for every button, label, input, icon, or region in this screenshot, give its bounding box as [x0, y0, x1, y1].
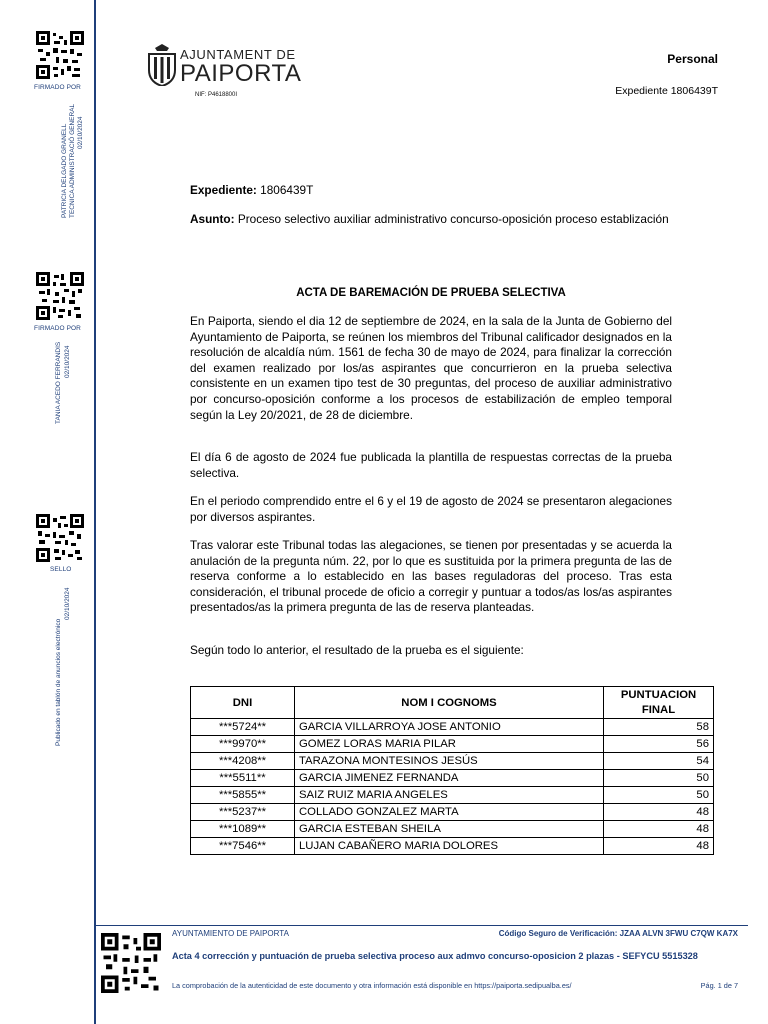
cell-dni: ***5724** [191, 719, 295, 736]
header-name: NOM I COGNOMS [295, 687, 604, 719]
seal-label: SELLO [50, 566, 72, 573]
header-score: PUNTUACION FINAL [604, 687, 714, 719]
cell-dni: ***4208** [191, 753, 295, 770]
verification-notice: La comprobación de la autenticidad de este documento y otra información está disponible en https://paiporta.sedipualba.es/ [172, 981, 572, 990]
results-table [190, 686, 714, 855]
paragraph-1: En Paiporta, siendo el dia 12 de septiembre de 2024, en la sala de la Junta de Gobierno del Ayuntamiento de Paiporta, se reúnen los miembros del Tribunal calificador designados en la resolución de alcaldía núm. 1561 de fecha 30 de mayo de 2024, para finalizar la corrección del examen realizado por los/as aspirantes que concurrieron en la prueba selectiva consistente en un examen tipo test de 30 preguntas, del proceso de auxiliar administrativo por concurso-oposición conforme a los procesos de estabilización de empleo temporal según la Ley 20/2021, de 28 de diciembre. [190, 314, 672, 422]
cell-score: 50 [604, 770, 714, 787]
cell-score: 48 [604, 838, 714, 855]
seal-text: Publicado en tablón de anuncios electrónico [55, 618, 62, 746]
qr-code-icon [36, 31, 84, 79]
paragraph-4: Tras valorar este Tribunal todas las alegaciones, se tienen por presentadas y se acuerda la anulación de la pregunta núm. 22, por lo que es sustituida por la primera pregunta de las de reserva conforme a lo establecido en las bases reguladoras del proceso. Tras esta consideración, el tribunal procede de oficio a corregir y puntuar a todos/as los/as aspirantes presentados/as la primera pregunta de las de reserva planteadas. [190, 538, 672, 615]
expediente-label: Expediente: [190, 183, 257, 197]
subject-line [190, 212, 672, 228]
cell-dni: ***1089** [191, 821, 295, 838]
cell-name: COLLADO GONZALEZ MARTA [295, 804, 604, 821]
cell-name: GARCIA ESTEBAN SHEILA [295, 821, 604, 838]
document-description: Acta 4 corrección y puntuación de prueba selectiva proceso aux admvo concurso-oposicion 2 plazas - SEFYCU 5515328 [172, 951, 698, 961]
margin-divider [94, 0, 96, 1024]
document-title: ACTA DE BAREMACIÓN DE PRUEBA SELECTIVA [296, 287, 566, 299]
qr-code-icon [101, 933, 161, 993]
signer-role: TECNICA ADMINISTRACIÓ GENERAL [69, 103, 76, 218]
paragraph-3: En el periodo comprendido entre el 6 y el 19 de agosto de 2024 se presentaron alegaciones por diversos aspirantes. [190, 494, 672, 524]
cell-dni: ***5855** [191, 787, 295, 804]
qr-code-icon [36, 514, 84, 562]
signature-date: 02/10/2024 [77, 116, 84, 149]
cell-dni: ***7546** [191, 838, 295, 855]
subject-value: Proceso selectivo auxiliar administrativo concurso-oposición proceso establización [234, 212, 669, 226]
page-number: Pág. 1 de 7 [700, 981, 738, 990]
town-crest-icon [147, 44, 177, 86]
signer-name: PATRICIA DELGADO GRANELL [61, 123, 68, 218]
paragraph-2: El día 6 de agosto de 2024 fue publicada la plantilla de respuestas correctas de la prueba selectiva. [190, 450, 672, 480]
signature-date: 02/10/2024 [64, 345, 71, 378]
qr-code-icon [36, 272, 84, 320]
cell-name: LUJAN CABAÑERO MARIA DOLORES [295, 838, 604, 855]
expediente-line [190, 183, 672, 199]
cell-score: 56 [604, 736, 714, 753]
table-row [191, 719, 714, 736]
header-dni: DNI [191, 687, 295, 719]
table-row [191, 838, 714, 855]
cell-dni: ***5511** [191, 770, 295, 787]
cell-score: 54 [604, 753, 714, 770]
cell-name: GARCIA JIMENEZ FERNANDA [295, 770, 604, 787]
table-row [191, 753, 714, 770]
table-row [191, 821, 714, 838]
section-title: Personal [667, 52, 718, 66]
signed-by-label: FIRMADO POR [34, 325, 81, 332]
cell-score: 58 [604, 719, 714, 736]
table-header-row [191, 687, 714, 719]
cell-dni: ***5237** [191, 804, 295, 821]
cell-score: 48 [604, 804, 714, 821]
nif-label: NIF: P4618800I [195, 92, 238, 98]
seal-date: 02/10/2024 [64, 587, 71, 620]
signer-name: TANIA ACEDO FERRANDIS [55, 341, 62, 424]
table-row [191, 736, 714, 753]
table-row [191, 804, 714, 821]
signed-by-label: FIRMADO POR [34, 84, 81, 91]
footer-divider [94, 925, 748, 926]
cell-name: GOMEZ LORAS MARIA PILAR [295, 736, 604, 753]
subject-label: Asunto: [190, 212, 235, 226]
cell-name: GARCIA VILLARROYA JOSE ANTONIO [295, 719, 604, 736]
logo-town-name: PAIPORTA [180, 60, 302, 87]
footer-organization: AYUNTAMIENTO DE PAIPORTA [172, 929, 289, 938]
table-row [191, 770, 714, 787]
header-expediente: Expediente 1806439T [615, 85, 718, 97]
table-row [191, 787, 714, 804]
cell-name: TARAZONA MONTESINOS JESÚS [295, 753, 604, 770]
cell-score: 50 [604, 787, 714, 804]
expediente-value: 1806439T [256, 183, 314, 197]
paragraph-5: Según todo lo anterior, el resultado de la prueba es el siguiente: [190, 643, 524, 657]
cell-dni: ***9970** [191, 736, 295, 753]
logo-subtitle: AJUNTAMENT DE [180, 47, 296, 62]
cell-name: SAIZ RUIZ MARIA ANGELES [295, 787, 604, 804]
verification-code: Código Seguro de Verificación: JZAA ALVN 3FWU C7QW KA7X [498, 929, 738, 938]
cell-score: 48 [604, 821, 714, 838]
